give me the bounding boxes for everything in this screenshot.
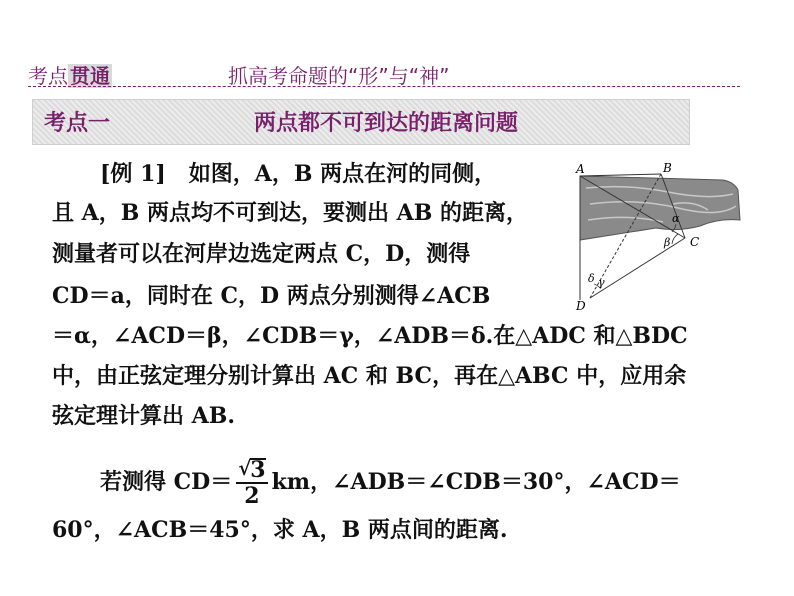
label-alpha: α: [672, 212, 680, 225]
example-line-4: CD＝a，同时在 C，D 两点分别测得∠ACB: [52, 283, 491, 309]
example-line-6: 中，由正弦定理分别计算出 AC 和 BC，再在△ABC 中，应用余: [52, 363, 687, 389]
example-line-7: 弦定理计算出 AB.: [52, 403, 235, 429]
segment-DC: [590, 238, 685, 298]
problem-text-before: 若测得 CD＝: [100, 469, 233, 495]
problem-text-after: km，∠ADB＝∠CDB＝30°，∠ACD＝: [271, 469, 681, 495]
example-text-1: 如图，A，B 两点在河的同侧，: [188, 161, 497, 187]
label-D: D: [576, 299, 586, 310]
topic-label: 考点一: [44, 111, 111, 136]
header-divider: [28, 86, 740, 87]
example-tag: [例 1]: [100, 161, 166, 187]
section-header-left: [28, 60, 112, 89]
problem-line-2: 60°，∠ACB＝45°，求 A，B 两点间的距离.: [52, 517, 508, 543]
label-B: B: [663, 161, 672, 175]
example-line-3: 测量者可以在河岸边选定两点 C，D，测得: [52, 241, 471, 267]
radical-sign: √: [238, 456, 252, 480]
label-gamma: γ: [598, 276, 605, 289]
problem-line-1: [100, 452, 681, 512]
example-line-1: [100, 160, 496, 188]
segment-AB: [580, 174, 661, 176]
section-header-plain: 考点: [28, 64, 68, 88]
example-line-2: 且 A，B 两点均不可到达，要测出 AB 的距离，: [52, 200, 528, 226]
section-header-right: 抓高考命题的“形”与“神”: [228, 64, 450, 88]
example-line-5: ＝α，∠ACD＝β，∠CDB＝γ，∠ADB＝δ.在△ADC 和△BDC: [52, 323, 688, 349]
radicand: 3: [250, 457, 266, 483]
topic-title: 两点都不可到达的距离问题: [254, 111, 519, 136]
fraction-sqrt3-over-2: [236, 458, 267, 508]
label-C: C: [690, 235, 700, 249]
label-A: A: [576, 162, 585, 176]
label-beta: β: [664, 236, 671, 249]
fraction-denominator: 2: [244, 483, 260, 509]
sqrt-expression: [238, 458, 265, 482]
river-diagram: [568, 160, 748, 310]
river-shape: [580, 176, 740, 240]
label-delta: δ: [588, 272, 595, 285]
section-header-highlight: 贯通: [70, 64, 110, 88]
